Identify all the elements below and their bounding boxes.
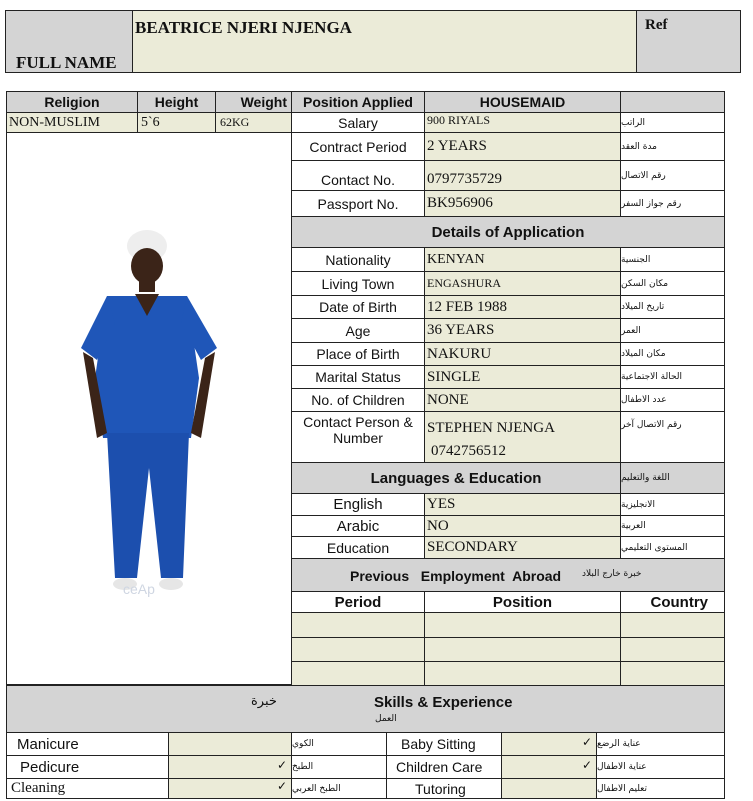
cleaning-check-icon: ✓ (276, 779, 287, 793)
previous-employment-title-arabic: خبرة خارج البلاد (582, 569, 642, 579)
contact-person-label: Contact Person & Number (303, 414, 413, 446)
place-of-birth-arabic: مكان الميلاد (620, 342, 725, 366)
english-value: YES (424, 493, 621, 516)
employment-row-1-period (291, 612, 425, 638)
employment-row-3-position (424, 661, 621, 686)
children-arabic: عدد الاطفال (620, 388, 725, 412)
religion-value: NON-MUSLIM (6, 112, 138, 133)
full-name-label: FULL NAME (16, 53, 117, 72)
employment-row-1-position (424, 612, 621, 638)
nationality-value: KENYAN (424, 247, 621, 272)
english-label: English (291, 493, 425, 516)
nationality-arabic: الجنسية (620, 247, 725, 272)
employment-row-2-period (291, 637, 425, 662)
ref-label: Ref (645, 17, 668, 33)
skill-children-care-arabic: عناية الاطفال (596, 755, 725, 779)
date-of-birth-arabic: تاريخ الميلاد (620, 295, 725, 319)
living-town-label: Living Town (291, 271, 425, 296)
date-of-birth-value: 12 FEB 1988 (424, 295, 621, 319)
living-town-value: ENGASHURA (424, 271, 621, 296)
skill-baby-sitting-check (501, 732, 597, 756)
position-arabic-cell (620, 91, 725, 113)
skills-title-cell (6, 685, 725, 733)
skill-manicure-check (168, 732, 292, 756)
employment-row-1-country (620, 612, 725, 638)
arabic-label: Arabic (291, 515, 425, 537)
passport-no-arabic: رقم جواز السفر (620, 190, 725, 217)
children-label: No. of Children (291, 388, 425, 412)
employment-row-3-period (291, 661, 425, 686)
marital-status-value: SINGLE (424, 365, 621, 389)
contract-period-arabic: مدة العقد (620, 132, 725, 161)
education-label: Education (291, 536, 425, 559)
details-title: Details of Application (291, 216, 725, 248)
contact-person-number: 0742756512 (431, 443, 506, 459)
skill-pedicure-arabic: الطبخ (291, 755, 387, 779)
skill-cleaning-arabic: الطبخ العربي (291, 778, 387, 799)
age-arabic: العمر (620, 318, 725, 343)
skills-sub-arabic: العمل (375, 714, 397, 724)
position-value: HOUSEMAID (424, 91, 621, 113)
contact-person-arabic: رقم الاتصال آخر (620, 411, 725, 463)
country-header: Country (620, 591, 725, 613)
contact-no-label: Contact No. (291, 160, 425, 191)
salary-label: Salary (291, 112, 425, 133)
arabic-arabic: العربية (620, 515, 725, 537)
skill-baby-sitting-arabic: عناية الرضع (596, 732, 725, 756)
education-arabic: المستوى التعليمي (620, 536, 725, 559)
contact-person-name: STEPHEN NJENGA (427, 420, 555, 436)
arabic-value: NO (424, 515, 621, 537)
languages-title-arabic: اللغة والتعليم (620, 462, 725, 494)
religion-header: Religion (6, 91, 138, 113)
salary-arabic: الراتب (620, 112, 725, 133)
baby-sitting-check-icon: ✓ (581, 735, 592, 749)
place-of-birth-label: Place of Birth (291, 342, 425, 366)
date-of-birth-label: Date of Birth (291, 295, 425, 319)
passport-no-value: BK956906 (424, 190, 621, 217)
candidate-photo (67, 228, 237, 613)
employment-row-2-country (620, 637, 725, 662)
marital-status-arabic: الحالة الاجتماعية (620, 365, 725, 389)
skill-tutoring-check (501, 778, 597, 799)
age-value: 36 YEARS (424, 318, 621, 343)
contact-no-value: 0797735729 (424, 160, 621, 191)
place-of-birth-value: NAKURU (424, 342, 621, 366)
skill-cleaning-label: Cleaning (6, 778, 169, 799)
height-value: 5`6 (137, 112, 216, 133)
education-value: SECONDARY (424, 536, 621, 559)
weight-header: Weight (215, 91, 292, 113)
skill-pedicure-label: Pedicure (6, 755, 169, 779)
skill-children-care-check (501, 755, 597, 779)
salary-value: 900 RIYALS (424, 112, 621, 133)
contract-period-value: 2 YEARS (424, 132, 621, 161)
contact-no-arabic: رقم الاتصال (620, 160, 725, 191)
previous-employment-title: Previous Employment Abroad (350, 568, 562, 584)
full-name: BEATRICE NJERI NJENGA (135, 18, 352, 37)
period-header: Period (291, 591, 425, 613)
marital-status-label: Marital Status (291, 365, 425, 389)
ref-cell (636, 10, 741, 73)
employment-row-3-country (620, 661, 725, 686)
position-header: Position (424, 591, 621, 613)
pedicure-check-icon: ✓ (276, 758, 287, 772)
position-applied-header: Position Applied (291, 91, 425, 113)
languages-title: Languages & Education (291, 462, 621, 494)
contact-person-value-cell (424, 411, 621, 463)
contract-period-label: Contract Period (291, 132, 425, 161)
height-header: Height (137, 91, 216, 113)
skills-left-arabic: خبرة (251, 694, 277, 709)
photo-watermark: ceAp (123, 581, 155, 597)
skill-baby-sitting-label: Baby Sitting (386, 732, 502, 756)
employment-row-2-position (424, 637, 621, 662)
full-name-cell (132, 10, 637, 73)
skills-title: Skills & Experience (374, 694, 513, 711)
skill-pedicure-check (168, 755, 292, 779)
weight-value: 62KG (215, 112, 292, 133)
previous-employment-title-cell (291, 558, 725, 592)
skill-cleaning-check (168, 778, 292, 799)
nationality-label: Nationality (291, 247, 425, 272)
age-label: Age (291, 318, 425, 343)
full-name-label-cell (5, 10, 133, 73)
skill-manicure-label: Manicure (6, 732, 169, 756)
skill-tutoring-label: Tutoring (386, 778, 502, 799)
passport-no-label: Passport No. (291, 190, 425, 217)
children-value: NONE (424, 388, 621, 412)
contact-person-label-cell (291, 411, 425, 463)
photo-frame (6, 132, 292, 685)
skill-children-care-label: Children Care (386, 755, 502, 779)
skill-tutoring-arabic: تعليم الاطفال (596, 778, 725, 799)
living-town-arabic: مكان السكن (620, 271, 725, 296)
children-care-check-icon: ✓ (581, 758, 592, 772)
english-arabic: الانجليزية (620, 493, 725, 516)
skill-manicure-arabic: الكوي (291, 732, 387, 756)
